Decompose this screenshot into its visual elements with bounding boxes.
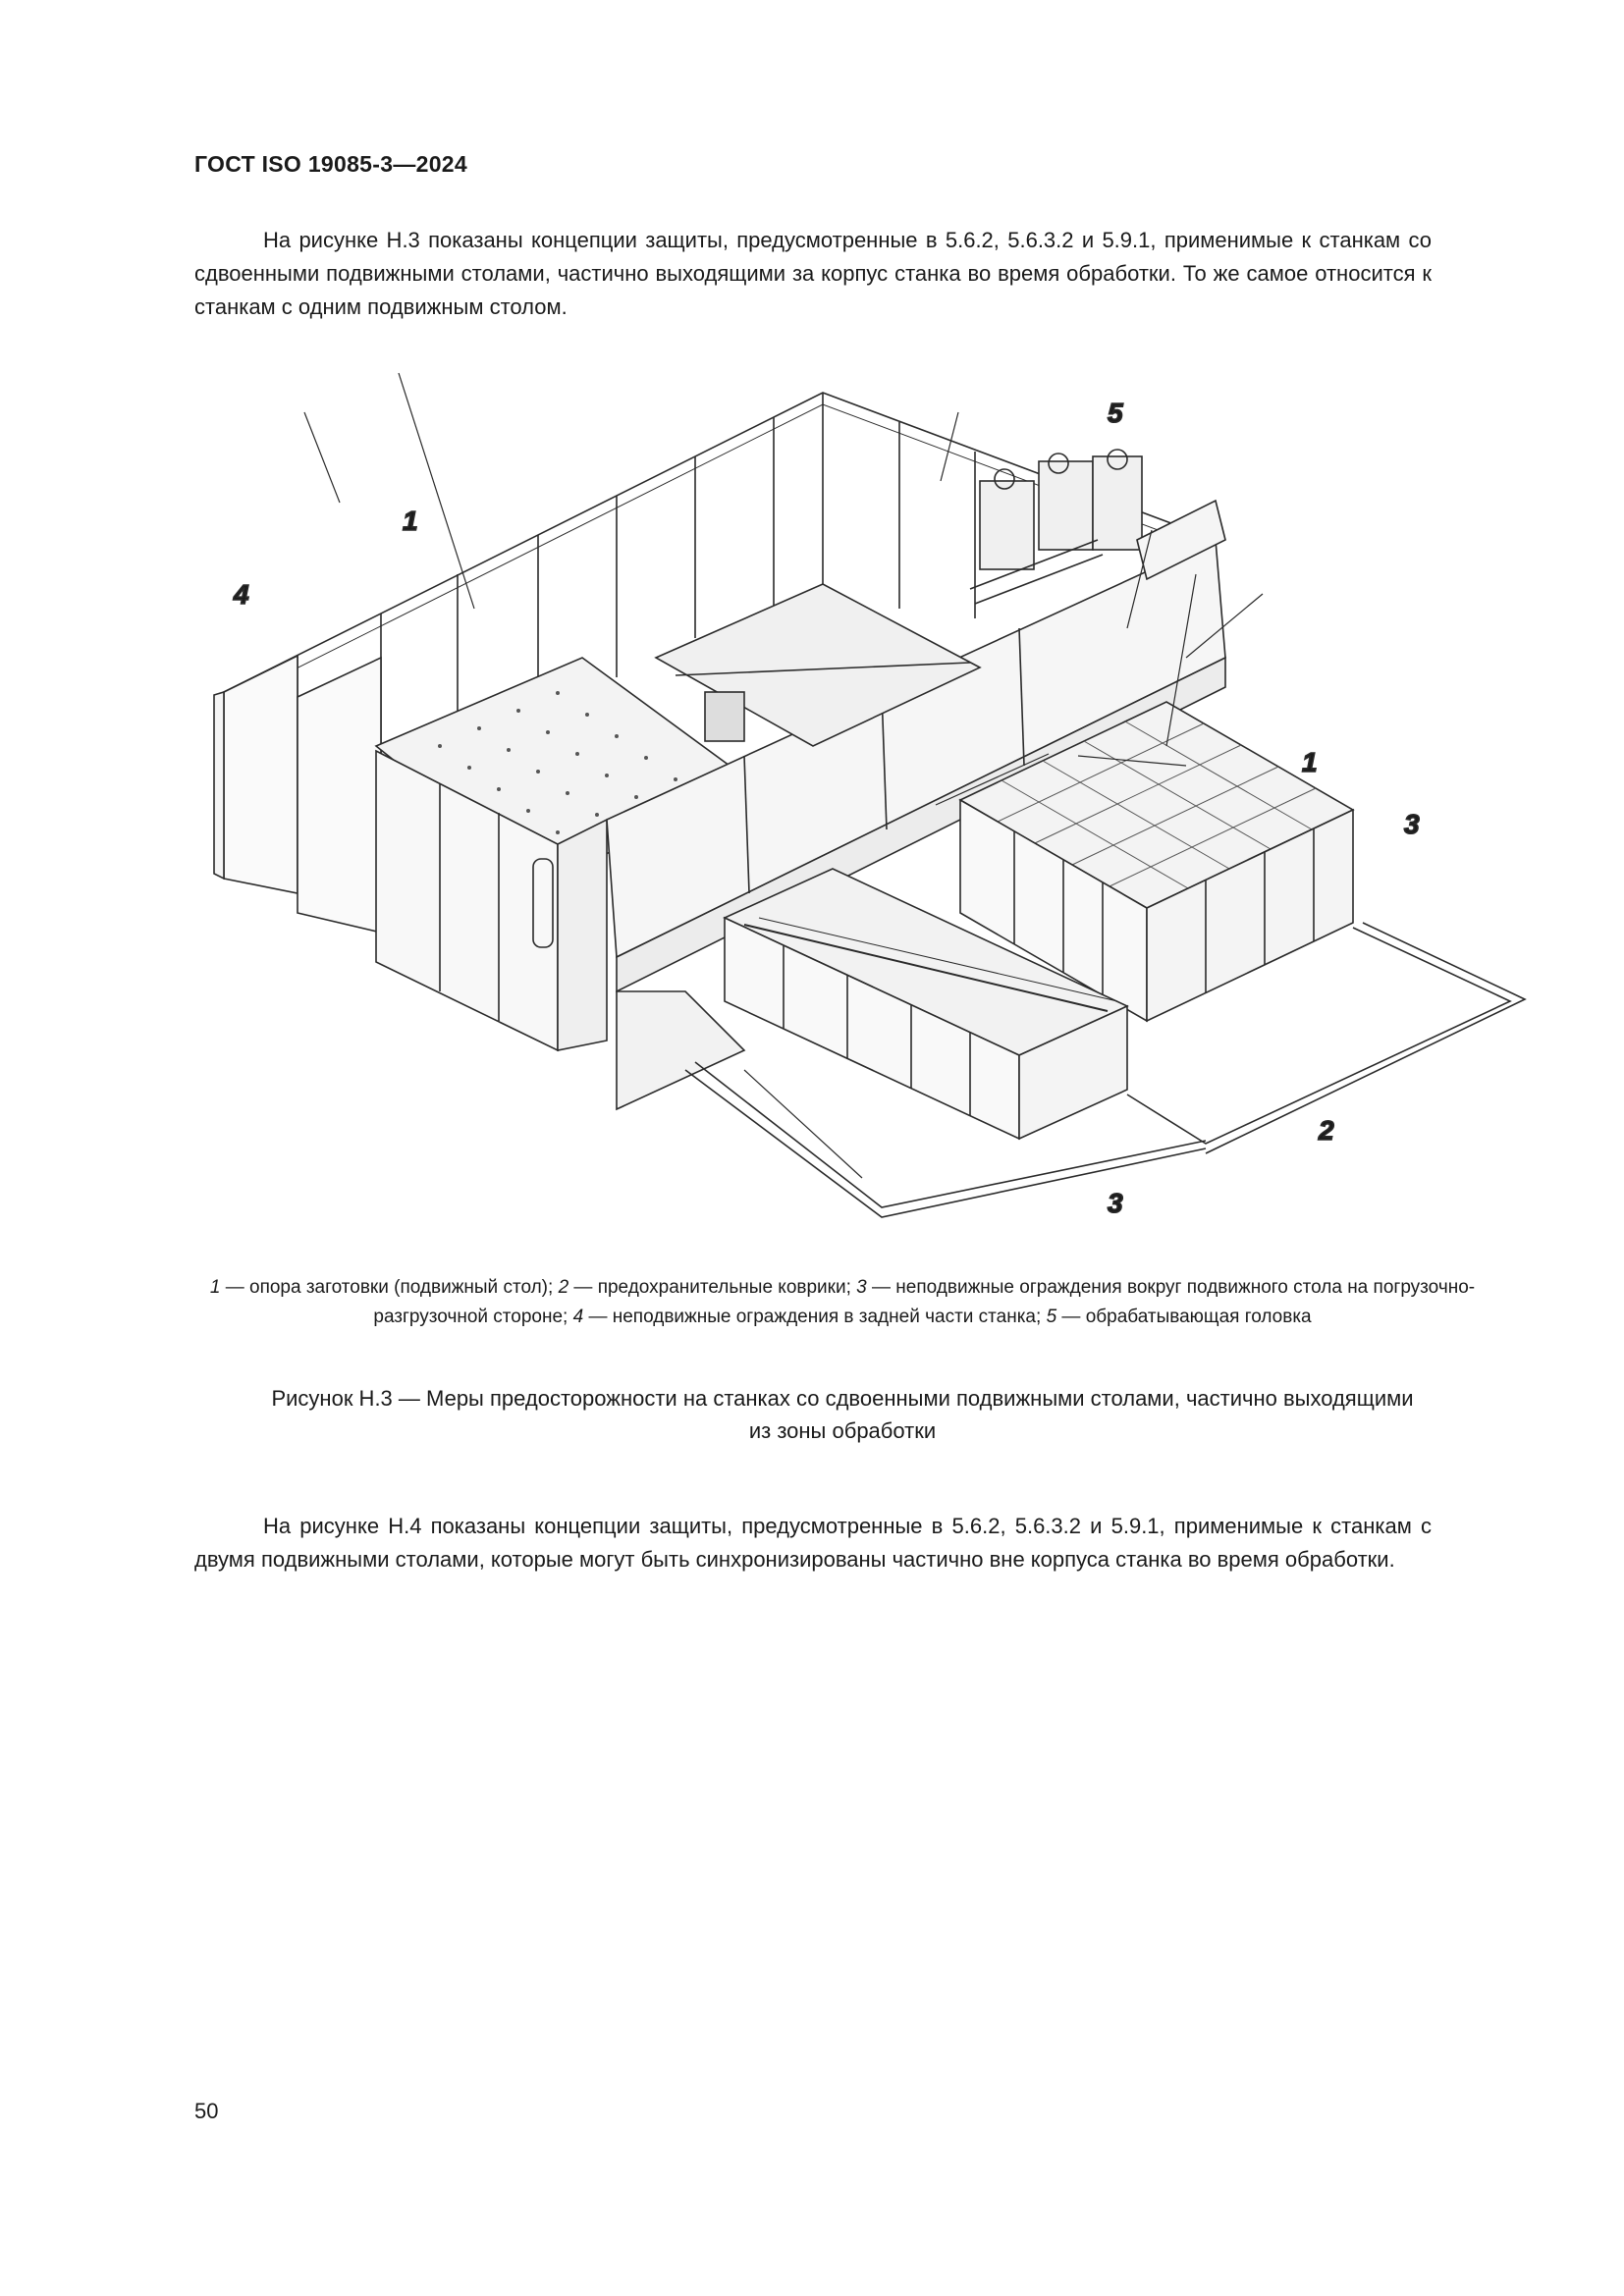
callout-5: 5 (1108, 398, 1123, 428)
machine-illustration (194, 363, 1549, 1237)
legend-text-5: — обрабатывающая головка (1056, 1307, 1312, 1327)
page-number: 50 (194, 2099, 219, 2123)
figure-caption (194, 1382, 1490, 1447)
paragraph-intro (194, 224, 1432, 324)
legend-num-2: 2 (558, 1277, 569, 1298)
callout-1-left: 1 (403, 506, 418, 536)
legend-text-1: — опора заготовки (подвижный стол); (220, 1277, 559, 1298)
paragraph-next (194, 1510, 1432, 1576)
figure-caption-line1: Рисунок Н.3 — Меры предосторожности на станках со сдвоенными подвижными столами, частично выходящими (271, 1386, 1414, 1411)
callout-2: 2 (1319, 1115, 1334, 1146)
document-header: ГОСТ ISO 19085-3—2024 (194, 151, 467, 177)
paragraph-intro-text: На рисунке Н.3 показаны концепции защиты, предусмотренные в 5.6.2, 5.6.3.2 и 5.9.1, применимые к станкам со сдвоенными подвижными столами, частично выходящими за корпус станка во время обработки. То же самое относится к станкам с одним подвижным столом. (194, 228, 1432, 319)
legend-num-5: 5 (1046, 1307, 1057, 1327)
callout-4: 4 (234, 579, 249, 610)
legend-num-3: 3 (856, 1277, 867, 1298)
figure-legend (194, 1273, 1490, 1332)
legend-num-4: 4 (572, 1307, 584, 1327)
legend-text-4: — неподвижные ограждения в задней части станка; (583, 1307, 1047, 1327)
callout-1-right: 1 (1302, 747, 1318, 777)
figure-h3 (194, 363, 1549, 1237)
legend-num-1: 1 (209, 1277, 221, 1298)
callout-3-bottom: 3 (1108, 1188, 1123, 1218)
figure-caption-line2: из зоны обработки (748, 1418, 937, 1443)
legend-text-2: — предохранительные коврики; (568, 1277, 857, 1298)
callout-3-right: 3 (1404, 809, 1420, 839)
legend-text-3: — неподвижные ограждения вокруг подвижного стола на погрузочно-разгрузочной стороне; (373, 1277, 1476, 1327)
paragraph-next-text: На рисунке Н.4 показаны концепции защиты, предусмотренные в 5.6.2, 5.6.3.2 и 5.9.1, применимые к станкам с двумя подвижными столами, которые могут быть синхронизированы частично вне корпуса станка во время обработки. (194, 1514, 1432, 1572)
